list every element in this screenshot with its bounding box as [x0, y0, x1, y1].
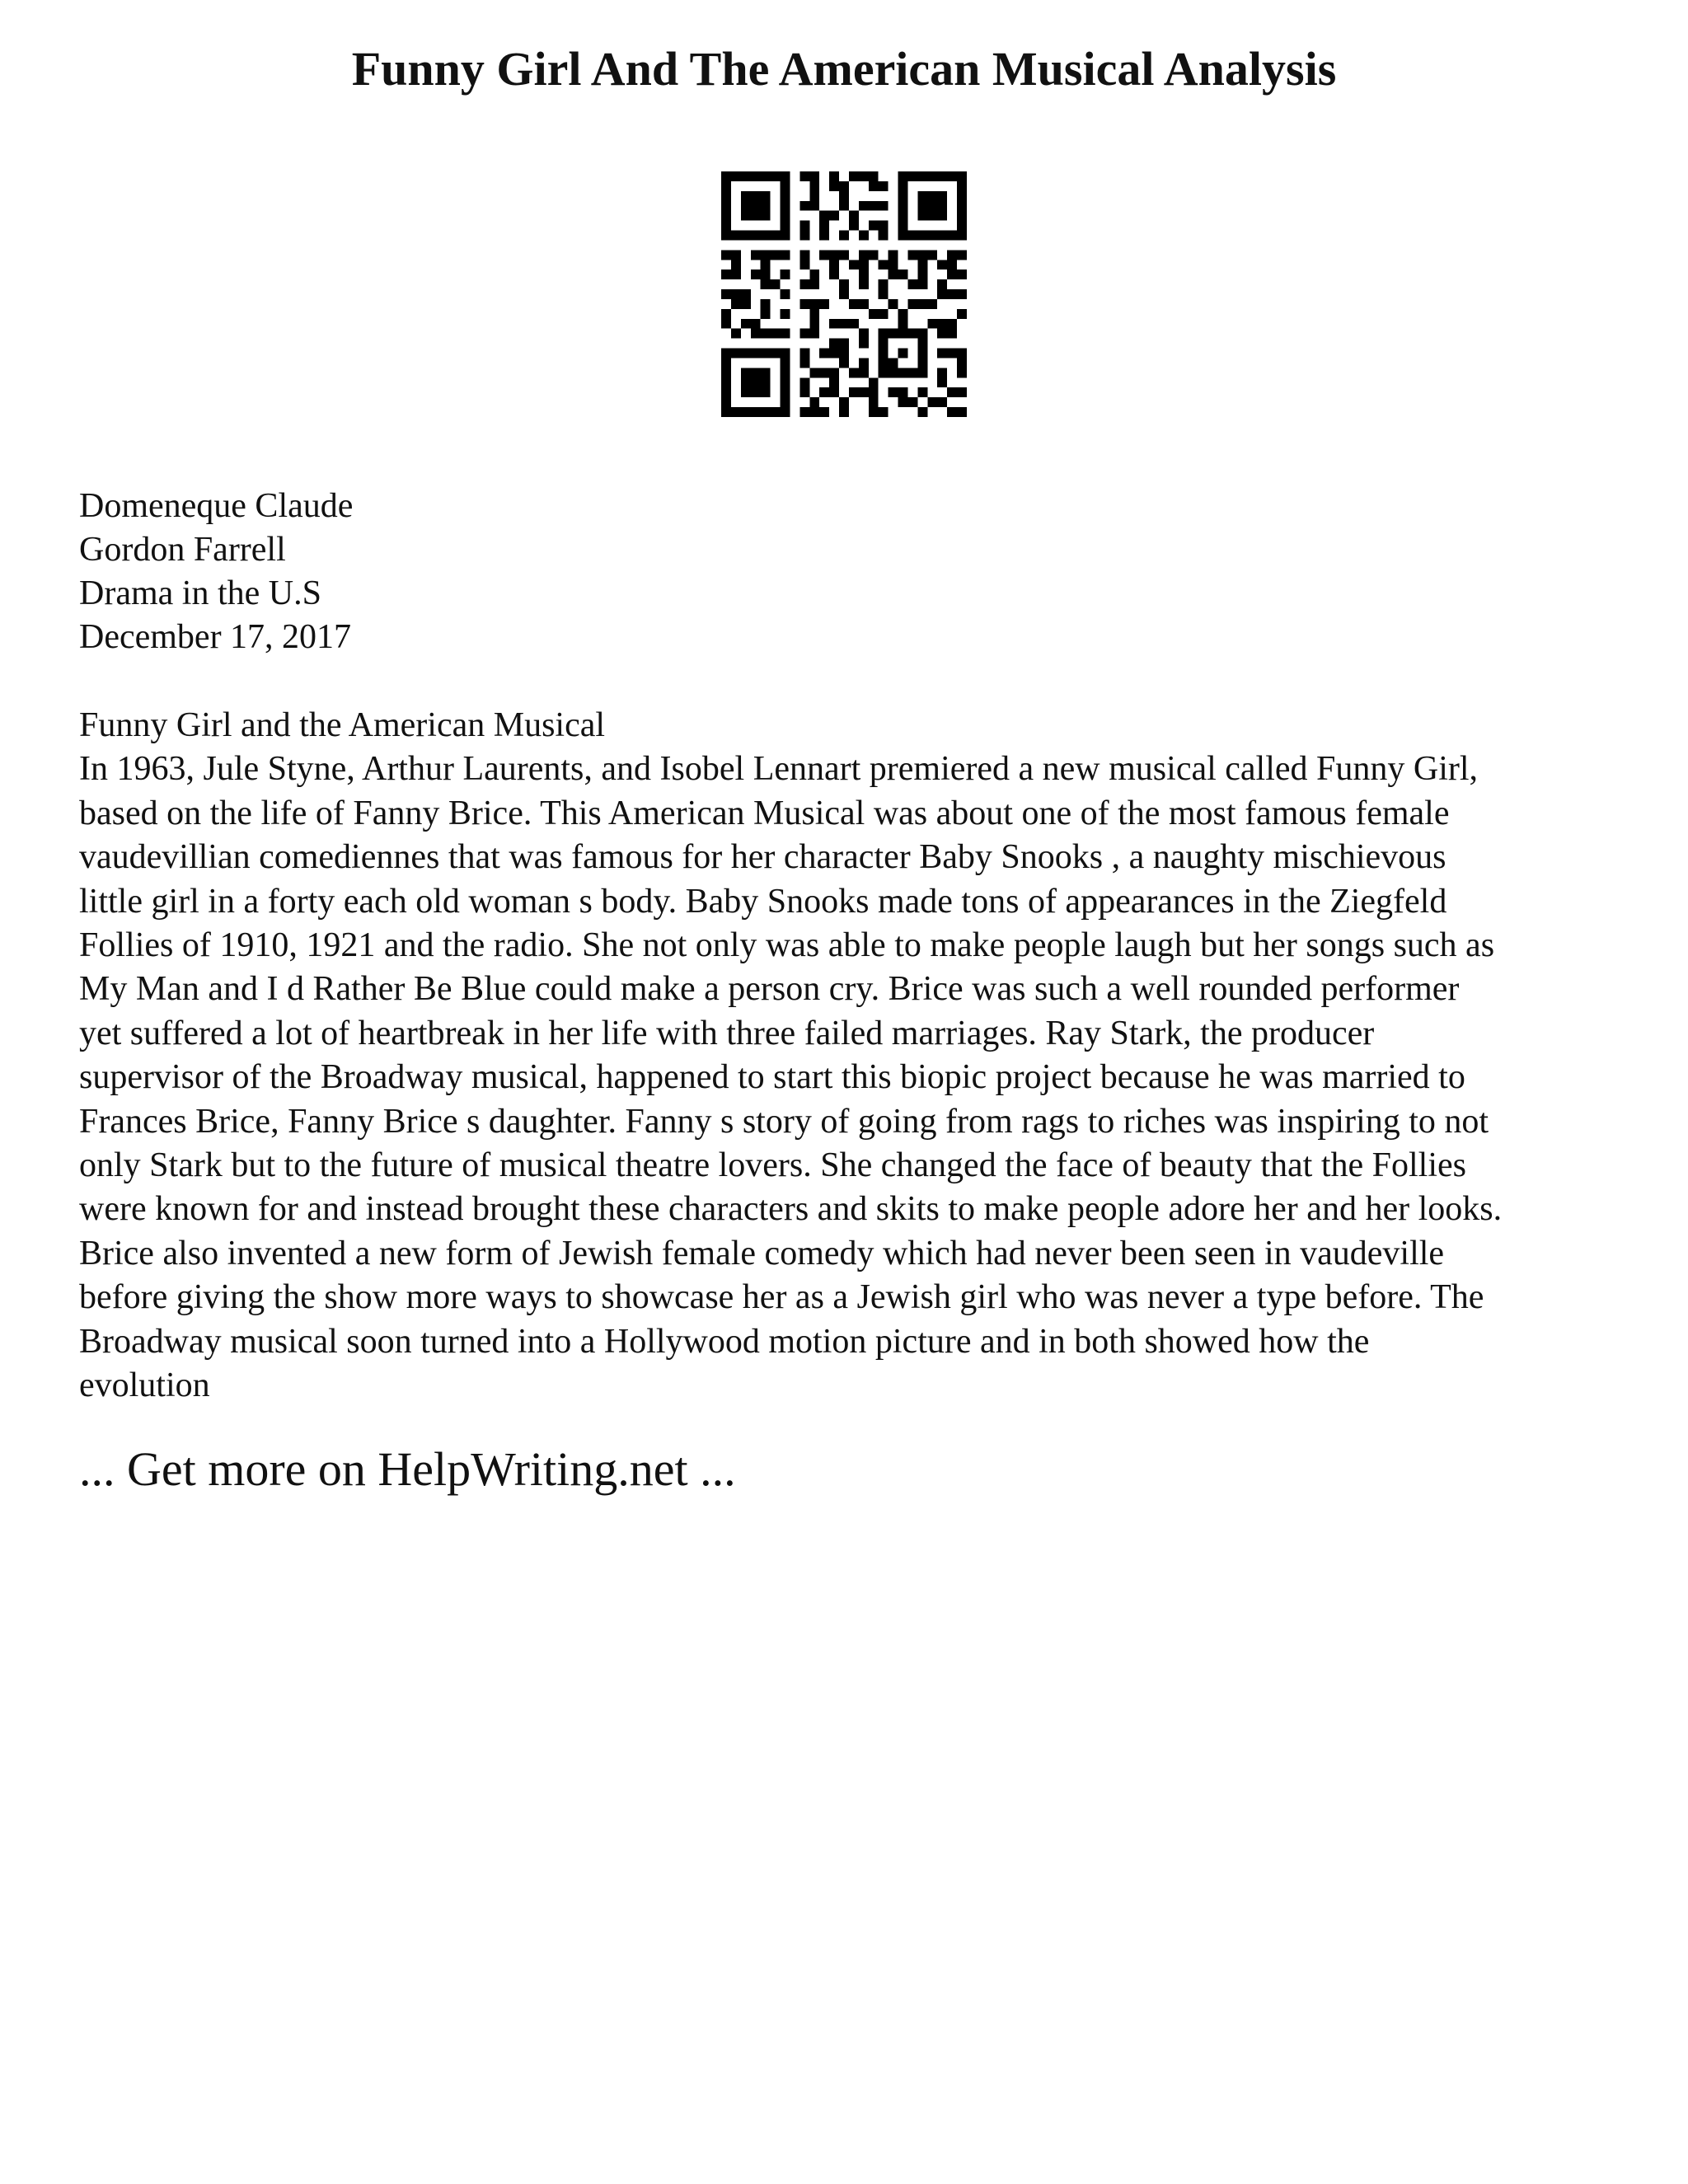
qr-code-icon — [721, 171, 967, 417]
essay-line: Broadway musical soon turned into a Hollywood motion picture and in both showed how the — [79, 1322, 1370, 1361]
essay-line: vaudevillian comediennes that was famous for her character Baby Snooks , a naughty mischievous — [79, 838, 1447, 877]
qr-code-graphic — [721, 171, 967, 417]
essay-line: were known for and instead brought these characters and skits to make people adore her and her looks. — [79, 1190, 1503, 1229]
essay-line: before giving the show more ways to showcase her as a Jewish girl who was never a type before. The — [79, 1278, 1484, 1317]
essay-line: only Stark but to the future of musical theatre lovers. She changed the face of beauty that the Follies — [79, 1146, 1466, 1185]
essay-line: Frances Brice, Fanny Brice s daughter. Fanny s story of going from rags to riches was inspiring to not — [79, 1102, 1489, 1141]
essay-line: In 1963, Jule Styne, Arthur Laurents, and Isobel Lennart premiered a new musical called Funny Girl, — [79, 750, 1479, 789]
get-more-link[interactable]: ... Get more on HelpWriting.net ... — [79, 1442, 736, 1496]
essay-title: Funny Girl and the American Musical — [79, 706, 606, 744]
essay-line: based on the life of Fanny Brice. This American Musical was about one of the most famous female — [79, 794, 1450, 832]
author-info — [79, 485, 353, 659]
instructor-name: Gordon Farrell — [79, 531, 286, 569]
essay-date: December 17, 2017 — [79, 618, 352, 656]
essay-line: little girl in a forty each old woman s body. Baby Snooks made tons of appearances in the Ziegfeld — [79, 882, 1447, 921]
essay-line: supervisor of the Broadway musical, happened to start this biopic project because he was married to — [79, 1058, 1465, 1097]
essay-line: yet suffered a lot of heartbreak in her life with three failed marriages. Ray Stark, the producer — [79, 1014, 1375, 1052]
author-name: Domeneque Claude — [79, 487, 354, 525]
essay-line: evolution — [79, 1366, 210, 1405]
essay-line: My Man and I d Rather Be Blue could make a person cry. Brice was such a well rounded performer — [79, 970, 1460, 1009]
essay-section — [79, 704, 1629, 1408]
page-title: Funny Girl And The American Musical Analysis — [351, 42, 1337, 96]
course-name: Drama in the U.S — [79, 574, 321, 612]
essay-line: Brice also invented a new form of Jewish female comedy which had never been seen in vaudeville — [79, 1234, 1445, 1272]
essay-body — [79, 748, 1629, 1408]
essay-line: Follies of 1910, 1921 and the radio. She not only was able to make people laugh but her songs such as — [79, 926, 1495, 965]
